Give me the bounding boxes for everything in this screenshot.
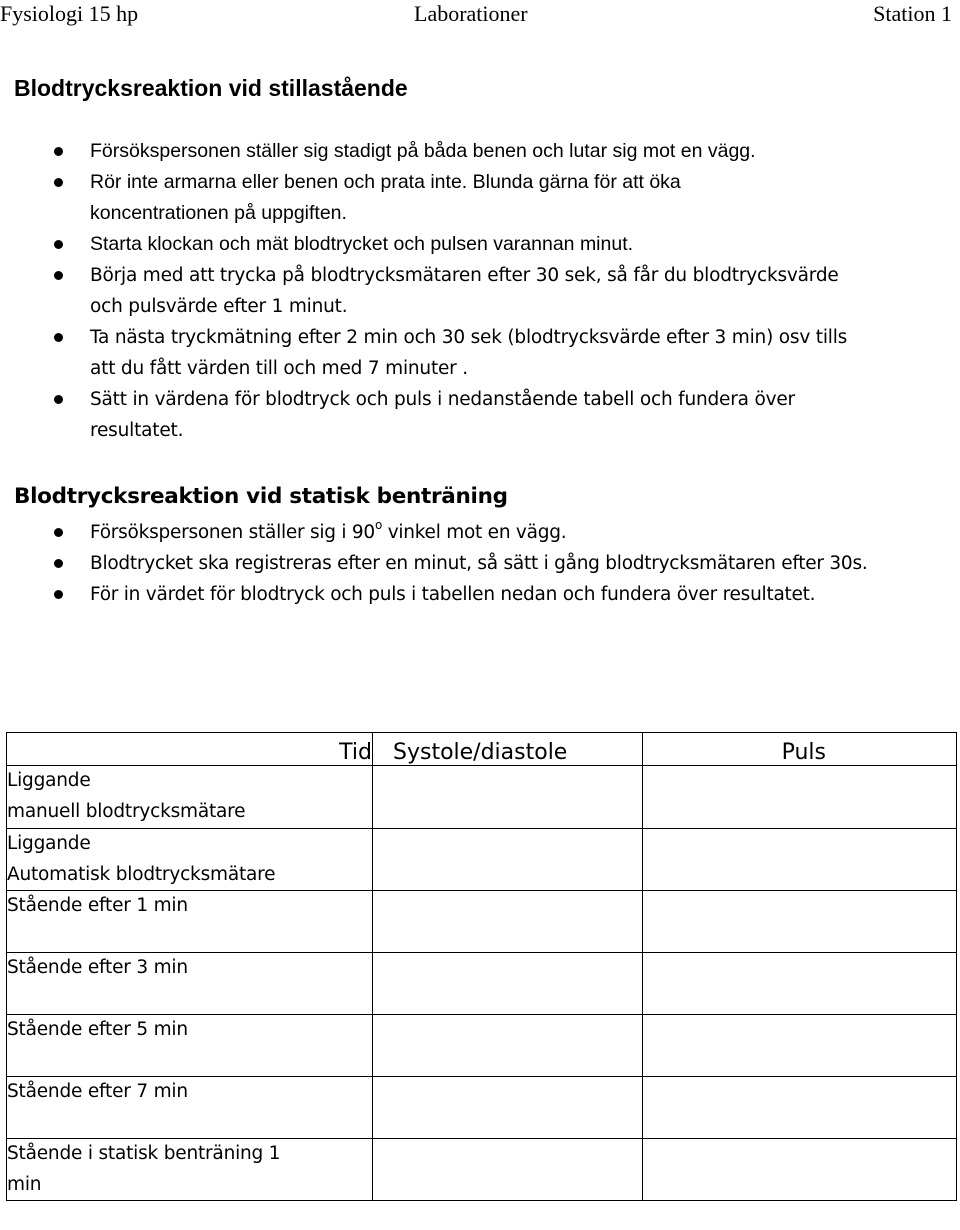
list-item: Blodtrycket ska registreras efter en minut, så sätt i gång blodtrycksmätaren efter 30s. xyxy=(0,548,950,579)
header-course: Fysiologi 15 hp xyxy=(0,1,139,26)
puls-input-cell[interactable] xyxy=(643,1015,957,1077)
puls-input-cell[interactable] xyxy=(643,1077,957,1139)
table-header-row xyxy=(7,733,957,766)
row-label: Stående efter 1 min xyxy=(7,891,373,953)
list-item: Starta klockan och mät blodtrycket och pulsen varannan minut. xyxy=(0,229,950,260)
puls-input-cell[interactable] xyxy=(643,829,957,891)
table-row xyxy=(7,891,957,953)
row-label: Liggande manuell blodtrycksmätare xyxy=(7,766,373,829)
header-cell-puls: Puls xyxy=(643,733,957,766)
table-row xyxy=(7,1139,957,1201)
bullet-icon xyxy=(54,240,63,249)
header-station: Station 1 xyxy=(873,1,952,26)
bullet-icon xyxy=(54,271,63,280)
puls-input-cell[interactable] xyxy=(643,766,957,829)
systole-diastole-input-cell[interactable] xyxy=(373,891,643,953)
bullet-icon xyxy=(54,395,63,404)
header-cell-tid: Tid xyxy=(7,733,373,766)
list-item: Försökspersonen ställer sig i 90$^o$ vinkel mot en vägg. xyxy=(0,517,950,548)
systole-diastole-input-cell[interactable] xyxy=(373,829,643,891)
row-label: Stående efter 7 min xyxy=(7,1077,373,1139)
header-cell-systole-diastole: Systole/diastole xyxy=(373,733,643,766)
instruction-list-stillastaende xyxy=(0,136,950,446)
puls-input-cell[interactable] xyxy=(643,1139,957,1201)
section-title-stillastaende: Blodtrycksreaktion vid stillastående xyxy=(14,75,408,101)
systole-diastole-input-cell[interactable] xyxy=(373,766,643,829)
systole-diastole-input-cell[interactable] xyxy=(373,953,643,1015)
row-label: Stående efter 5 min xyxy=(7,1015,373,1077)
row-label: Stående i statisk benträning 1 min xyxy=(7,1139,373,1201)
list-item: För in värdet för blodtryck och puls i tabellen nedan och fundera över resultatet. xyxy=(0,579,950,610)
instruction-list-bentraning xyxy=(0,517,950,610)
list-item: Försökspersonen ställer sig stadigt på båda benen och lutar sig mot en vägg. xyxy=(0,136,950,167)
section-title-statisk-bentraning: Blodtrycksreaktion vid statisk benträning xyxy=(14,484,508,509)
systole-diastole-input-cell[interactable] xyxy=(373,1077,643,1139)
bullet-icon xyxy=(54,147,63,156)
list-item: Börja med att trycka på blodtrycksmätaren efter 30 sek, så får du blodtrycksvärde och pulsvärde efter 1 minut. xyxy=(0,260,950,322)
degree-superscript: o xyxy=(374,518,383,532)
header-section: Laborationer xyxy=(414,1,528,26)
table-row xyxy=(7,953,957,1015)
bullet-icon xyxy=(54,590,63,599)
puls-input-cell[interactable] xyxy=(643,953,957,1015)
table-row xyxy=(7,829,957,891)
bullet-icon xyxy=(54,528,63,537)
list-item: Rör inte armarna eller benen och prata inte. Blunda gärna för att öka koncentrationen på uppgiften. xyxy=(0,167,950,229)
bullet-icon xyxy=(54,178,63,187)
table-row xyxy=(7,1015,957,1077)
systole-diastole-input-cell[interactable] xyxy=(373,1015,643,1077)
puls-input-cell[interactable] xyxy=(643,891,957,953)
table-row xyxy=(7,1077,957,1139)
list-item: Sätt in värdena för blodtryck och puls i nedanstående tabell och fundera över resultatet. xyxy=(0,384,950,446)
list-item: Ta nästa tryckmätning efter 2 min och 30 sek (blodtrycksvärde efter 3 min) osv tills att du fått värden till och med 7 minuter . xyxy=(0,322,950,384)
bullet-icon xyxy=(54,333,63,342)
row-label: Liggande Automatisk blodtrycksmätare xyxy=(7,829,373,891)
bullet-icon xyxy=(54,559,63,568)
systole-diastole-input-cell[interactable] xyxy=(373,1139,643,1201)
table-row xyxy=(7,766,957,829)
row-label: Stående efter 3 min xyxy=(7,953,373,1015)
results-table xyxy=(6,732,957,1201)
page-header xyxy=(0,0,960,30)
